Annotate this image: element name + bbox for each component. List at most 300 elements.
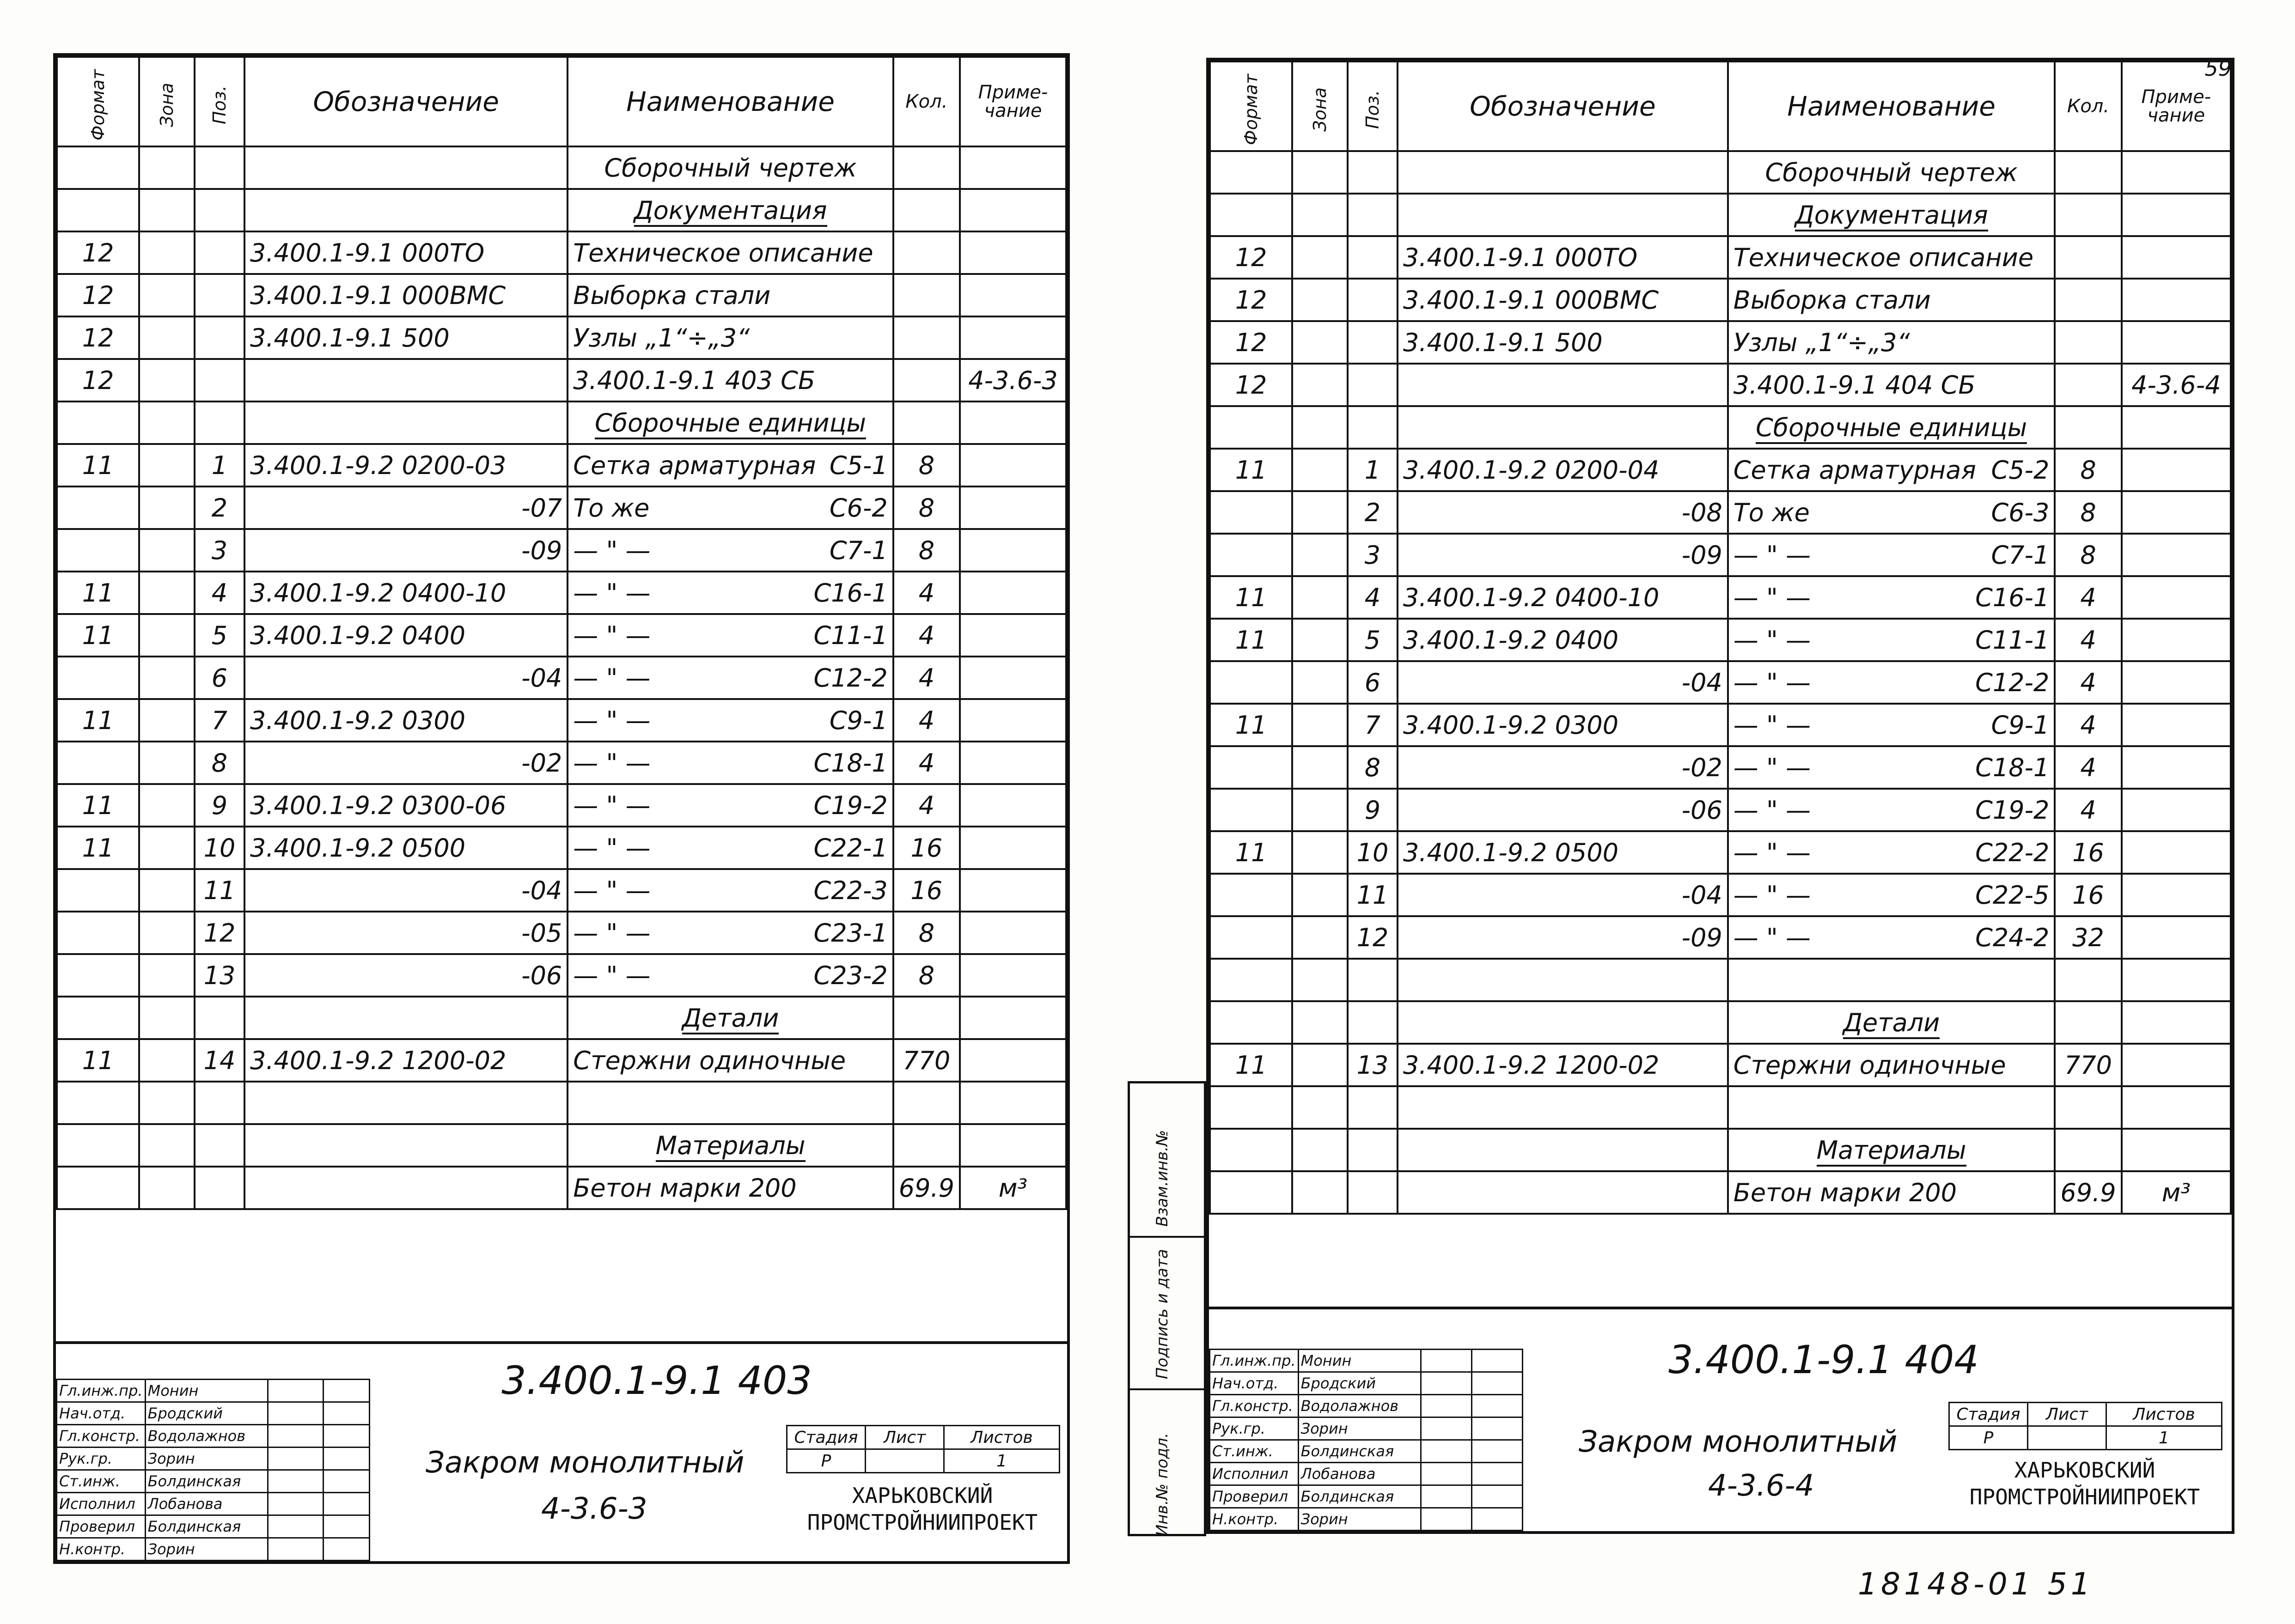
section-heading bbox=[568, 401, 893, 444]
table-row bbox=[1210, 874, 2231, 916]
position-cell bbox=[195, 1167, 244, 1209]
date-cell bbox=[1471, 1508, 1522, 1531]
item-name: — " — bbox=[1733, 753, 1811, 782]
table-row bbox=[1210, 449, 2231, 491]
person-name: Болдинская bbox=[145, 1515, 268, 1538]
item-mark: С16-1 bbox=[1975, 583, 2050, 612]
designation-cell: 3.400.1-9.2 0400 bbox=[1398, 619, 1728, 661]
format-cell: 11 bbox=[57, 784, 139, 827]
quantity-cell bbox=[2055, 959, 2121, 1001]
quantity-cell: 8 bbox=[893, 529, 960, 572]
zone-cell bbox=[139, 529, 195, 572]
format-cell: 11 bbox=[57, 827, 139, 869]
table-row bbox=[57, 827, 1066, 869]
side-label-signature: Подпись и дата bbox=[1153, 1249, 1172, 1379]
quantity-cell: 4 bbox=[2055, 746, 2121, 789]
table-row bbox=[1210, 916, 2231, 959]
designation-cell: 3.400.1-9.1 500 bbox=[1398, 321, 1728, 364]
designation-cell: 3.400.1-9.2 0300 bbox=[1398, 704, 1728, 746]
note-cell bbox=[960, 784, 1066, 827]
zone-cell bbox=[1292, 619, 1348, 661]
person-name: Бродский bbox=[145, 1402, 268, 1425]
sheets-value: 1 bbox=[944, 1449, 1060, 1473]
designation-cell: 3.400.1-9.1 500 bbox=[244, 316, 568, 359]
zone-cell bbox=[1292, 746, 1348, 789]
zone-cell bbox=[1292, 406, 1348, 449]
designation-cell: -04 bbox=[1398, 874, 1728, 916]
name-cell bbox=[1728, 704, 2055, 746]
zone-cell bbox=[1292, 576, 1348, 619]
item-name: — " — bbox=[1733, 880, 1811, 910]
name-wrap bbox=[573, 791, 887, 820]
format-cell: 12 bbox=[57, 231, 139, 274]
name-wrap bbox=[1733, 753, 2050, 782]
quantity-cell: 8 bbox=[893, 912, 960, 954]
note-cell bbox=[2122, 619, 2231, 661]
quantity-cell: 32 bbox=[2055, 916, 2121, 959]
item-name: То же bbox=[573, 493, 650, 523]
name-cell: Бетон марки 200 bbox=[1728, 1171, 2055, 1214]
note-cell bbox=[960, 231, 1066, 274]
position-cell: 7 bbox=[195, 699, 244, 742]
note-cell bbox=[960, 1124, 1066, 1167]
zone-cell bbox=[1292, 236, 1348, 279]
zone-cell bbox=[139, 997, 195, 1039]
name-cell bbox=[1728, 619, 2055, 661]
role-cell: Рук.гр. bbox=[1210, 1417, 1299, 1440]
table-row bbox=[1210, 661, 2231, 704]
note-cell bbox=[960, 954, 1066, 997]
quantity-cell: 16 bbox=[2055, 874, 2121, 916]
header-zone: Зона bbox=[139, 57, 195, 146]
format-cell: 11 bbox=[1210, 619, 1292, 661]
table-row bbox=[1210, 1171, 2231, 1214]
position-cell bbox=[195, 316, 244, 359]
quantity-cell: 770 bbox=[2055, 1044, 2121, 1086]
designation-cell bbox=[1398, 1001, 1728, 1044]
person-name: Лобанова bbox=[145, 1493, 268, 1515]
position-cell bbox=[195, 274, 244, 316]
note-cell bbox=[960, 997, 1066, 1039]
name-cell bbox=[1728, 1086, 2055, 1129]
name-wrap bbox=[573, 876, 887, 905]
table-row bbox=[57, 529, 1066, 572]
zone-cell bbox=[139, 1039, 195, 1082]
name-wrap bbox=[573, 536, 887, 565]
note-cell bbox=[960, 189, 1066, 231]
position-cell: 1 bbox=[1348, 449, 1398, 491]
item-name: — " — bbox=[573, 833, 651, 863]
person-name: Болдинская bbox=[1298, 1485, 1421, 1508]
role-cell: Н.контр. bbox=[57, 1538, 146, 1561]
zone-cell bbox=[1292, 789, 1348, 831]
position-cell: 8 bbox=[1348, 746, 1398, 789]
designation-cell: -02 bbox=[244, 742, 568, 784]
item-mark: С19-2 bbox=[1975, 795, 2050, 825]
note-cell: 4-3.6-3 bbox=[960, 359, 1066, 401]
zone-cell bbox=[139, 784, 195, 827]
section-heading-text: Материалы bbox=[656, 1131, 806, 1162]
position-cell: 2 bbox=[195, 487, 244, 529]
designation-cell: -09 bbox=[244, 529, 568, 572]
section-heading bbox=[568, 189, 893, 231]
name-cell: Бетон марки 200 bbox=[568, 1167, 893, 1209]
table-row bbox=[57, 742, 1066, 784]
name-cell bbox=[568, 444, 893, 487]
designation-cell: -04 bbox=[244, 657, 568, 699]
table-row bbox=[1210, 364, 2231, 406]
quantity-cell bbox=[893, 997, 960, 1039]
signature-cell bbox=[1421, 1463, 1471, 1485]
item-name: — " — bbox=[573, 876, 651, 905]
position-cell bbox=[195, 1124, 244, 1167]
archive-number: 18148-01 51 bbox=[1858, 1566, 2094, 1602]
quantity-cell bbox=[2055, 364, 2121, 406]
item-name: — " — bbox=[1733, 540, 1811, 570]
format-cell bbox=[1210, 406, 1292, 449]
table-row bbox=[1210, 1001, 2231, 1044]
zone-cell bbox=[139, 827, 195, 869]
signature-cell bbox=[268, 1493, 323, 1515]
format-cell bbox=[57, 997, 139, 1039]
signature-row bbox=[57, 1470, 370, 1493]
format-cell bbox=[57, 912, 139, 954]
name-wrap bbox=[573, 578, 887, 608]
stage-value: Р bbox=[1949, 1426, 2028, 1450]
position-cell: 2 bbox=[1348, 491, 1398, 534]
section-heading bbox=[1728, 406, 2055, 449]
side-label-replace: Взам.инв.№ bbox=[1153, 1130, 1172, 1227]
role-cell: Нач.отд. bbox=[57, 1402, 146, 1425]
name-cell bbox=[1728, 789, 2055, 831]
format-cell bbox=[1210, 534, 1292, 576]
note-cell bbox=[960, 1082, 1066, 1124]
quantity-cell: 4 bbox=[893, 614, 960, 657]
header-designation: Обозначение bbox=[1398, 61, 1728, 151]
designation-cell bbox=[244, 997, 568, 1039]
zone-cell bbox=[1292, 1044, 1348, 1086]
designation-cell: 3.400.1-9.2 0300-06 bbox=[244, 784, 568, 827]
date-cell bbox=[1471, 1395, 1522, 1417]
quantity-cell: 16 bbox=[893, 827, 960, 869]
person-name: Водолажнов bbox=[145, 1425, 268, 1448]
item-name: — " — bbox=[1733, 668, 1811, 697]
quantity-cell: 4 bbox=[2055, 619, 2121, 661]
stage-value: Р bbox=[787, 1449, 866, 1473]
item-name: — " — bbox=[573, 706, 651, 735]
note-cell bbox=[2122, 449, 2231, 491]
signature-cell bbox=[1421, 1508, 1471, 1531]
name-cell bbox=[568, 529, 893, 572]
table-row bbox=[57, 487, 1066, 529]
table-row bbox=[57, 614, 1066, 657]
zone-cell bbox=[1292, 874, 1348, 916]
name-wrap bbox=[1733, 498, 2050, 527]
table-row bbox=[57, 954, 1066, 997]
table-row bbox=[57, 1167, 1066, 1209]
position-cell: 10 bbox=[1348, 831, 1398, 874]
section-heading-text: Материалы bbox=[1817, 1136, 1966, 1167]
header-note: Приме-чание bbox=[960, 57, 1066, 146]
table-row bbox=[57, 231, 1066, 274]
position-cell: 13 bbox=[1348, 1044, 1398, 1086]
quantity-cell bbox=[893, 359, 960, 401]
zone-cell bbox=[139, 614, 195, 657]
quantity-cell bbox=[893, 146, 960, 189]
table-row bbox=[57, 572, 1066, 614]
quantity-cell: 4 bbox=[2055, 661, 2121, 704]
name-cell: Узлы „1“÷„3“ bbox=[568, 316, 893, 359]
stage-table-right bbox=[1948, 1402, 2222, 1450]
note-cell bbox=[960, 742, 1066, 784]
role-cell: Рук.гр. bbox=[57, 1448, 146, 1470]
person-name: Зорин bbox=[145, 1538, 268, 1561]
position-cell: 11 bbox=[195, 869, 244, 912]
page-number: 59 bbox=[2204, 56, 2232, 81]
name-cell bbox=[568, 614, 893, 657]
zone-cell bbox=[139, 869, 195, 912]
zone-cell bbox=[1292, 916, 1348, 959]
note-cell bbox=[2122, 1086, 2231, 1129]
zone-cell bbox=[139, 231, 195, 274]
quantity-cell: 16 bbox=[2055, 831, 2121, 874]
name-wrap bbox=[573, 748, 887, 778]
name-cell bbox=[568, 1082, 893, 1124]
stage-header: Стадия bbox=[787, 1426, 866, 1449]
designation-cell bbox=[244, 359, 568, 401]
format-cell bbox=[1210, 1086, 1292, 1129]
sheets-value: 1 bbox=[2106, 1426, 2222, 1450]
header-format: Формат bbox=[1210, 61, 1292, 151]
name-cell bbox=[568, 912, 893, 954]
name-cell bbox=[1728, 874, 2055, 916]
name-cell: Стержни одиночные bbox=[568, 1039, 893, 1082]
designation-cell: 3.400.1-9.2 0500 bbox=[1398, 831, 1728, 874]
position-cell bbox=[195, 146, 244, 189]
zone-cell bbox=[1292, 449, 1348, 491]
date-cell bbox=[323, 1538, 369, 1561]
format-cell bbox=[57, 529, 139, 572]
zone-cell bbox=[1292, 1171, 1348, 1214]
role-cell: Ст.инж. bbox=[1210, 1440, 1299, 1463]
name-cell: 3.400.1-9.1 403 СБ bbox=[568, 359, 893, 401]
table-row bbox=[1210, 151, 2231, 194]
role-cell: Исполнил bbox=[1210, 1463, 1299, 1485]
name-cell bbox=[568, 869, 893, 912]
designation-cell: 3.400.1-9.2 0200-03 bbox=[244, 444, 568, 487]
position-cell bbox=[1348, 151, 1398, 194]
position-cell bbox=[1348, 194, 1398, 236]
designation-cell: 3.400.1-9.1 000ТО bbox=[244, 231, 568, 274]
item-mark: С9-1 bbox=[829, 706, 888, 735]
name-cell: 3.400.1-9.1 404 СБ bbox=[1728, 364, 2055, 406]
sheet-value bbox=[2028, 1426, 2106, 1450]
item-name: Сетка арматурная bbox=[573, 450, 816, 480]
quantity-cell: 69.9 bbox=[893, 1167, 960, 1209]
name-cell bbox=[1728, 959, 2055, 1001]
position-cell: 10 bbox=[195, 827, 244, 869]
format-cell: 11 bbox=[1210, 704, 1292, 746]
person-name: Зорин bbox=[1298, 1417, 1421, 1440]
zone-cell bbox=[139, 316, 195, 359]
date-cell bbox=[1471, 1350, 1522, 1372]
zone-cell bbox=[1292, 661, 1348, 704]
role-cell: Исполнил bbox=[57, 1493, 146, 1515]
designation-cell: -04 bbox=[1398, 661, 1728, 704]
designation-cell: -06 bbox=[244, 954, 568, 997]
designation-cell bbox=[244, 401, 568, 444]
table-row bbox=[1210, 321, 2231, 364]
name-wrap bbox=[573, 918, 887, 948]
format-cell bbox=[1210, 1001, 1292, 1044]
designation-cell bbox=[1398, 194, 1728, 236]
signature-cell bbox=[268, 1380, 323, 1402]
designation-cell bbox=[1398, 406, 1728, 449]
signature-row bbox=[1210, 1463, 1523, 1485]
note-cell bbox=[2122, 959, 2231, 1001]
spec-table-right bbox=[1209, 61, 2232, 1215]
table-row bbox=[57, 316, 1066, 359]
signature-cell bbox=[1421, 1417, 1471, 1440]
signature-cell bbox=[1421, 1485, 1471, 1508]
quantity-cell bbox=[2055, 1086, 2121, 1129]
format-cell bbox=[1210, 874, 1292, 916]
role-cell: Н.контр. bbox=[1210, 1508, 1299, 1531]
signature-cell bbox=[268, 1470, 323, 1493]
designation-cell: -04 bbox=[244, 869, 568, 912]
note-cell bbox=[2122, 236, 2231, 279]
date-cell bbox=[323, 1493, 369, 1515]
position-cell bbox=[1348, 279, 1398, 321]
header-designation: Обозначение bbox=[244, 57, 568, 146]
quantity-cell: 69.9 bbox=[2055, 1171, 2121, 1214]
format-cell bbox=[1210, 151, 1292, 194]
person-name: Болдинская bbox=[145, 1470, 268, 1493]
section-heading-text: Документация bbox=[634, 196, 827, 227]
quantity-cell bbox=[893, 231, 960, 274]
document-code: 3.400.1-9.1 403 bbox=[501, 1358, 812, 1403]
table-row bbox=[57, 274, 1066, 316]
quantity-cell bbox=[893, 189, 960, 231]
designation-cell: -07 bbox=[244, 487, 568, 529]
note-cell bbox=[2122, 704, 2231, 746]
designation-cell: 3.400.1-9.2 0500 bbox=[244, 827, 568, 869]
person-name: Болдинская bbox=[1298, 1440, 1421, 1463]
name-cell bbox=[1728, 534, 2055, 576]
position-cell: 1 bbox=[195, 444, 244, 487]
position-cell: 3 bbox=[1348, 534, 1398, 576]
header-format: Формат bbox=[57, 57, 139, 146]
position-cell bbox=[1348, 406, 1398, 449]
zone-cell bbox=[139, 657, 195, 699]
role-cell: Ст.инж. bbox=[57, 1470, 146, 1493]
designation-cell: 3.400.1-9.2 1200-02 bbox=[244, 1039, 568, 1082]
signature-cell bbox=[268, 1448, 323, 1470]
item-mark: С16-1 bbox=[813, 578, 888, 608]
name-wrap bbox=[573, 621, 887, 650]
format-cell: 12 bbox=[1210, 364, 1292, 406]
item-mark: С22-3 bbox=[813, 876, 888, 905]
designation-cell: -05 bbox=[244, 912, 568, 954]
format-cell: 12 bbox=[1210, 279, 1292, 321]
zone-cell bbox=[1292, 534, 1348, 576]
quantity-cell: 4 bbox=[893, 784, 960, 827]
table-row bbox=[1210, 406, 2231, 449]
date-cell bbox=[1471, 1485, 1522, 1508]
item-mark: С7-1 bbox=[829, 535, 888, 565]
header-pos: Поз. bbox=[195, 57, 244, 146]
quantity-cell: 8 bbox=[893, 954, 960, 997]
note-cell bbox=[2122, 151, 2231, 194]
quantity-cell: 8 bbox=[893, 444, 960, 487]
table-row bbox=[1210, 831, 2231, 874]
document-code: 3.400.1-9.1 404 bbox=[1668, 1337, 1979, 1382]
zone-cell bbox=[139, 401, 195, 444]
date-cell bbox=[323, 1448, 369, 1470]
name-cell bbox=[1728, 661, 2055, 704]
format-cell bbox=[1210, 959, 1292, 1001]
designation-cell: 3.400.1-9.2 1200-02 bbox=[1398, 1044, 1728, 1086]
role-cell: Проверил bbox=[1210, 1485, 1299, 1508]
item-mark: С23-1 bbox=[813, 918, 888, 948]
section-heading-text: Сборочные единицы bbox=[1756, 413, 2027, 444]
format-cell: 11 bbox=[57, 444, 139, 487]
designation-cell: 3.400.1-9.2 0200-04 bbox=[1398, 449, 1728, 491]
sheet-value bbox=[866, 1449, 944, 1473]
designation-cell: -08 bbox=[1398, 491, 1728, 534]
name-wrap bbox=[1733, 796, 2050, 825]
quantity-cell bbox=[2055, 1129, 2121, 1171]
note-cell bbox=[960, 316, 1066, 359]
position-cell: 4 bbox=[195, 572, 244, 614]
zone-cell bbox=[1292, 364, 1348, 406]
zone-cell bbox=[1292, 1086, 1348, 1129]
designation-cell: -09 bbox=[1398, 916, 1728, 959]
note-cell: 4-3.6-4 bbox=[2122, 364, 2231, 406]
item-mark: С18-1 bbox=[813, 748, 888, 778]
note-cell bbox=[960, 401, 1066, 444]
name-cell bbox=[1728, 449, 2055, 491]
zone-cell bbox=[1292, 279, 1348, 321]
signature-cell bbox=[268, 1515, 323, 1538]
table-row bbox=[1210, 491, 2231, 534]
role-cell: Проверил bbox=[57, 1515, 146, 1538]
item-mark: С7-1 bbox=[1991, 540, 2050, 570]
note-cell bbox=[960, 912, 1066, 954]
designation-cell: 3.400.1-9.2 0400-10 bbox=[1398, 576, 1728, 619]
quantity-cell bbox=[2055, 151, 2121, 194]
table-row bbox=[1210, 576, 2231, 619]
signature-table-left bbox=[56, 1379, 370, 1561]
item-name: — " — bbox=[1733, 583, 1811, 612]
header-note: Приме-чание bbox=[2122, 61, 2231, 151]
section-heading bbox=[568, 1124, 893, 1167]
item-name: Сетка арматурная bbox=[1733, 455, 1976, 485]
position-cell bbox=[195, 359, 244, 401]
quantity-cell: 4 bbox=[2055, 576, 2121, 619]
table-row bbox=[1210, 194, 2231, 236]
spec-table-left bbox=[56, 56, 1067, 1210]
side-strip bbox=[1128, 1081, 1206, 1536]
side-label-inv: Инв.№ подл. bbox=[1153, 1433, 1172, 1536]
person-name: Водолажнов bbox=[1298, 1395, 1421, 1417]
item-name: — " — bbox=[1733, 795, 1811, 825]
format-cell bbox=[57, 869, 139, 912]
name-cell bbox=[1728, 916, 2055, 959]
name-wrap bbox=[1733, 583, 2050, 612]
role-cell: Гл.инж.пр. bbox=[57, 1380, 146, 1402]
zone-cell bbox=[139, 359, 195, 401]
